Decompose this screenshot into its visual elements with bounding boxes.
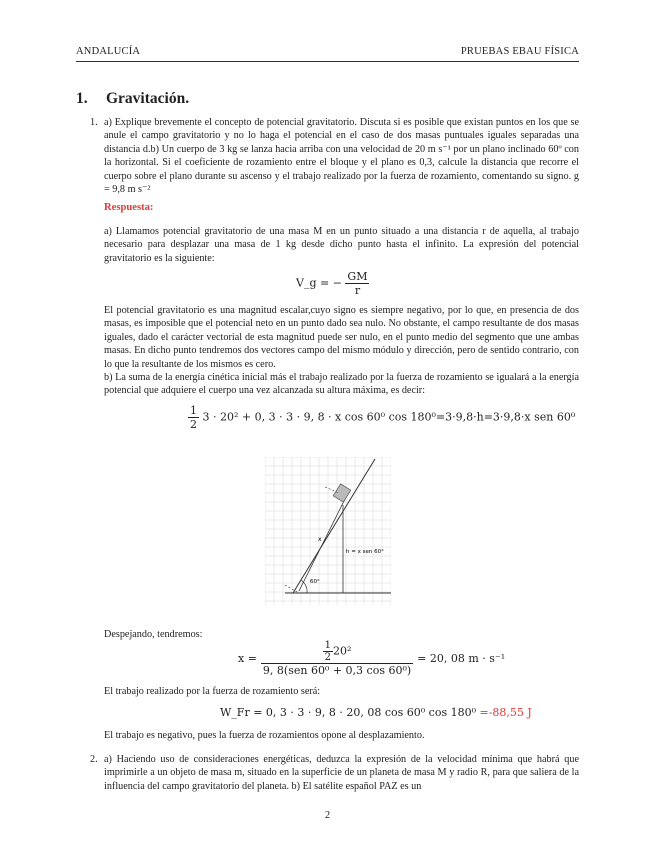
page-number: 2 bbox=[324, 810, 331, 821]
section-name: Gravitación. bbox=[106, 90, 190, 107]
eq-x-fraction bbox=[261, 640, 413, 677]
equation-potential bbox=[296, 270, 369, 297]
section-title bbox=[76, 90, 189, 108]
eq-x-half bbox=[323, 640, 333, 663]
question-1-text: a) Explique brevemente el concepto de potencial gravitatorio. Discuta si es posible que existan puntos en los que se anule el campo gravitatorio y no lo haga el potencial en el caso de dos masas puntuales iguales separadas una distancia d.b) Un cuerpo de 3 kg se lanza hacia arriba con una velocidad de 20 m s⁻¹ por un plano inclinado 60º con la horizontal. Si el coeficiente de rozamiento entre el bloque y el plano es 0,3, calcule la distancia que recorre el cuerpo sobre el plano durante su ascenso y el trabajo realizado por la fuerza de rozamiento, comentando su signo. g = 9,8 m s⁻² bbox=[104, 117, 579, 196]
question-2-number: 2. bbox=[90, 754, 98, 765]
negative-work-text: El trabajo es negativo, pues la fuerza de rozamientos opone al desplazamiento. bbox=[104, 730, 425, 741]
question-2-text: a) Haciendo uso de consideraciones energéticas, deduzca la expresión de la velocidad mínima que habrá que imprimirle a un objeto de masa m, situado en la superficie de un planeta de masa M y radio R, para que saliera de la influencia del campo gravitatorio del planeta. b) El satélite español PAZ es un bbox=[104, 754, 579, 792]
answer-a2-text: El potencial gravitatorio es una magnitud escalar,cuyo signo es siempre negativo, por lo que, en presencia de dos masas, es imposible que el potencial neto en un punto dado sea nulo. No obstante, el campo resultante de dos masas iguales, dado el carácter vectorial de esta magnitud puede ser nulo, en el punto medio del segmento que une ambas masas. En dicho punto tendremos dos vectores campo del mismo módulo y dirección, pero de sentido contrario, con lo que la resultante de los mismos es cero. bbox=[104, 305, 579, 370]
question-1 bbox=[90, 116, 579, 196]
eq-x-numerator bbox=[261, 640, 413, 664]
eq-potential-num: GM bbox=[347, 270, 368, 283]
label-h: h = x sen 60° bbox=[346, 549, 384, 555]
eq-x-half-den: 2 bbox=[324, 652, 332, 663]
equation-energy bbox=[188, 404, 575, 431]
label-x: x bbox=[318, 536, 322, 543]
eq-potential-lhs: V_g = − bbox=[296, 276, 342, 290]
respuesta-label: Respuesta: bbox=[104, 202, 154, 213]
section-number: 1. bbox=[76, 90, 88, 107]
eq-x-denominator: 9, 8(sen 60⁰ + 0,3 cos 60⁰) bbox=[262, 664, 412, 677]
eq-energy-frac-num: 1 bbox=[190, 404, 197, 417]
eq-x-num-rest: 20² bbox=[333, 644, 352, 658]
block bbox=[333, 484, 351, 502]
equation-x bbox=[238, 640, 505, 677]
eq-x-rhs: = 20, 08 m · s⁻¹ bbox=[417, 652, 506, 665]
eq-potential-fraction bbox=[345, 270, 369, 297]
angle-arc bbox=[301, 580, 307, 593]
inclined-plane-figure bbox=[265, 457, 391, 605]
displacement-x bbox=[299, 499, 345, 591]
trabajo-text: El trabajo realizado por la fuerza de rozamiento será: bbox=[104, 686, 321, 697]
label-angle: 60° bbox=[310, 579, 320, 585]
answer-a-continued bbox=[104, 304, 579, 398]
header-rule bbox=[76, 61, 579, 62]
eq-energy-body: 3 · 20² + 0, 3 · 3 · 9, 8 · x cos 60⁰ cos 180⁰=3·9,8·h=3·9,8·x sen 60⁰ bbox=[202, 410, 576, 424]
eq-work-result: =-88,55 J bbox=[479, 706, 532, 719]
despejando-text: Despejando, tendremos: bbox=[104, 629, 203, 640]
eq-x-half-num: 1 bbox=[324, 640, 332, 651]
answer-b-text: b) La suma de la energía cinética inicial más el trabajo realizado por la fuerza de rozamiento se igualará a la energía potencial que adquiere el cuerpo una vez alcanzada su altura máxima, es decir: bbox=[104, 372, 579, 397]
question-1-number: 1. bbox=[90, 117, 98, 128]
header-right: PRUEBAS EBAU FÍSICA bbox=[460, 46, 579, 57]
header-left: ANDALUCÍA bbox=[76, 46, 141, 57]
eq-potential-den: r bbox=[354, 284, 361, 297]
eq-energy-frac-den: 2 bbox=[190, 418, 197, 431]
eq-work-lhs: W_Fr = 0, 3 · 3 · 9, 8 · 20, 08 cos 60⁰ cos 180⁰ bbox=[220, 706, 480, 719]
incline-line bbox=[293, 459, 375, 593]
eq-energy-fraction bbox=[188, 404, 199, 431]
answer-a: a) Llamamos potencial gravitatorio de una masa M en un punto situado a una distancia r de aquella, al trabajo necesario para desplazar una masa de 1 kg desde dicho punto hasta el infinito. La expresión del potencial gravitatorio es la siguiente: bbox=[104, 226, 579, 264]
eq-x-lhs: x = bbox=[238, 652, 257, 665]
question-2 bbox=[90, 753, 579, 793]
figure-grid bbox=[265, 457, 391, 605]
equation-work bbox=[220, 706, 532, 719]
